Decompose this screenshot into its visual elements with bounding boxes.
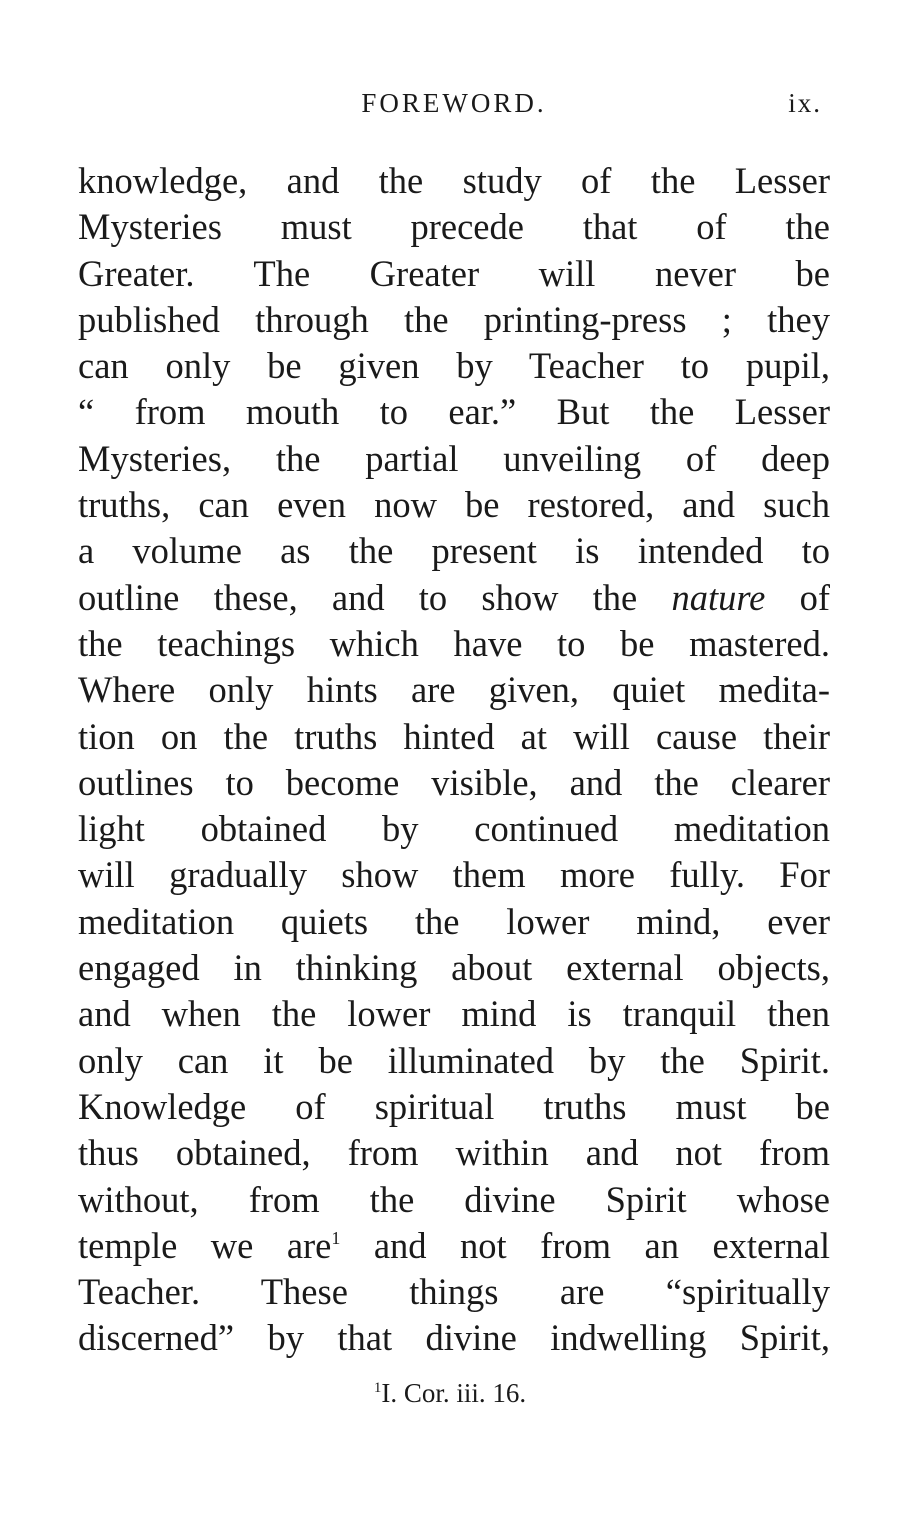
footnote-reference: 1	[331, 1227, 341, 1248]
text-line: knowledge, and the study of the Lesser	[78, 160, 830, 201]
footnote-mark: 1	[373, 1380, 382, 1396]
text-line: thus obtained, from within and not from	[78, 1132, 830, 1174]
text-line: “ from mouth to ear.” But the Lesser	[78, 391, 830, 433]
text-line: Greater. The Greater will never be	[78, 252, 830, 294]
text-line: Mysteries must precede that of the	[78, 206, 830, 248]
text-line: outline these, and to show the nature of	[78, 576, 830, 618]
text-line: discerned” by that divine indwelling Spirit,	[78, 1317, 830, 1359]
text-line: and when the lower mind is tranquil then	[78, 993, 830, 1035]
page-header	[78, 88, 830, 128]
text-line: meditation quiets the lower mind, ever	[78, 900, 830, 942]
text-line: tion on the truths hinted at will cause their	[78, 715, 830, 757]
page-number: ix.	[788, 88, 822, 118]
italic-emphasis: nature	[671, 576, 766, 618]
text-line: outlines to become visible, and the clearer	[78, 761, 830, 803]
running-title: FOREWORD.	[361, 88, 547, 118]
footnote	[0, 1378, 900, 1409]
text-line: without, from the divine Spirit whose	[78, 1178, 830, 1220]
text-line: Teacher. These things are “spiritually	[78, 1271, 830, 1313]
text-line: a volume as the present is intended to	[78, 530, 830, 572]
text-line: Where only hints are given, quiet medita-	[78, 669, 830, 711]
text-line: only can it be illuminated by the Spirit.	[78, 1039, 830, 1081]
text-line: Mysteries, the partial unveiling of deep	[78, 437, 830, 479]
text-line: published through the printing-press ; they	[78, 298, 830, 340]
text-line: truths, can even now be restored, and such	[78, 484, 830, 526]
footnote-text: I. Cor. iii. 16.	[381, 1378, 527, 1408]
text-line: engaged in thinking about external objects,	[78, 947, 830, 989]
text-line: the teachings which have to be mastered.	[78, 622, 830, 664]
text-line: light obtained by continued meditation	[78, 808, 830, 850]
text-line: can only be given by Teacher to pupil,	[78, 345, 830, 387]
text-line: Knowledge of spiritual truths must be	[78, 1085, 830, 1127]
text-line: will gradually show them more fully. For	[78, 854, 830, 896]
body-text	[78, 158, 830, 1362]
text-line: temple we are$^1$ and not from an external	[78, 1224, 830, 1266]
